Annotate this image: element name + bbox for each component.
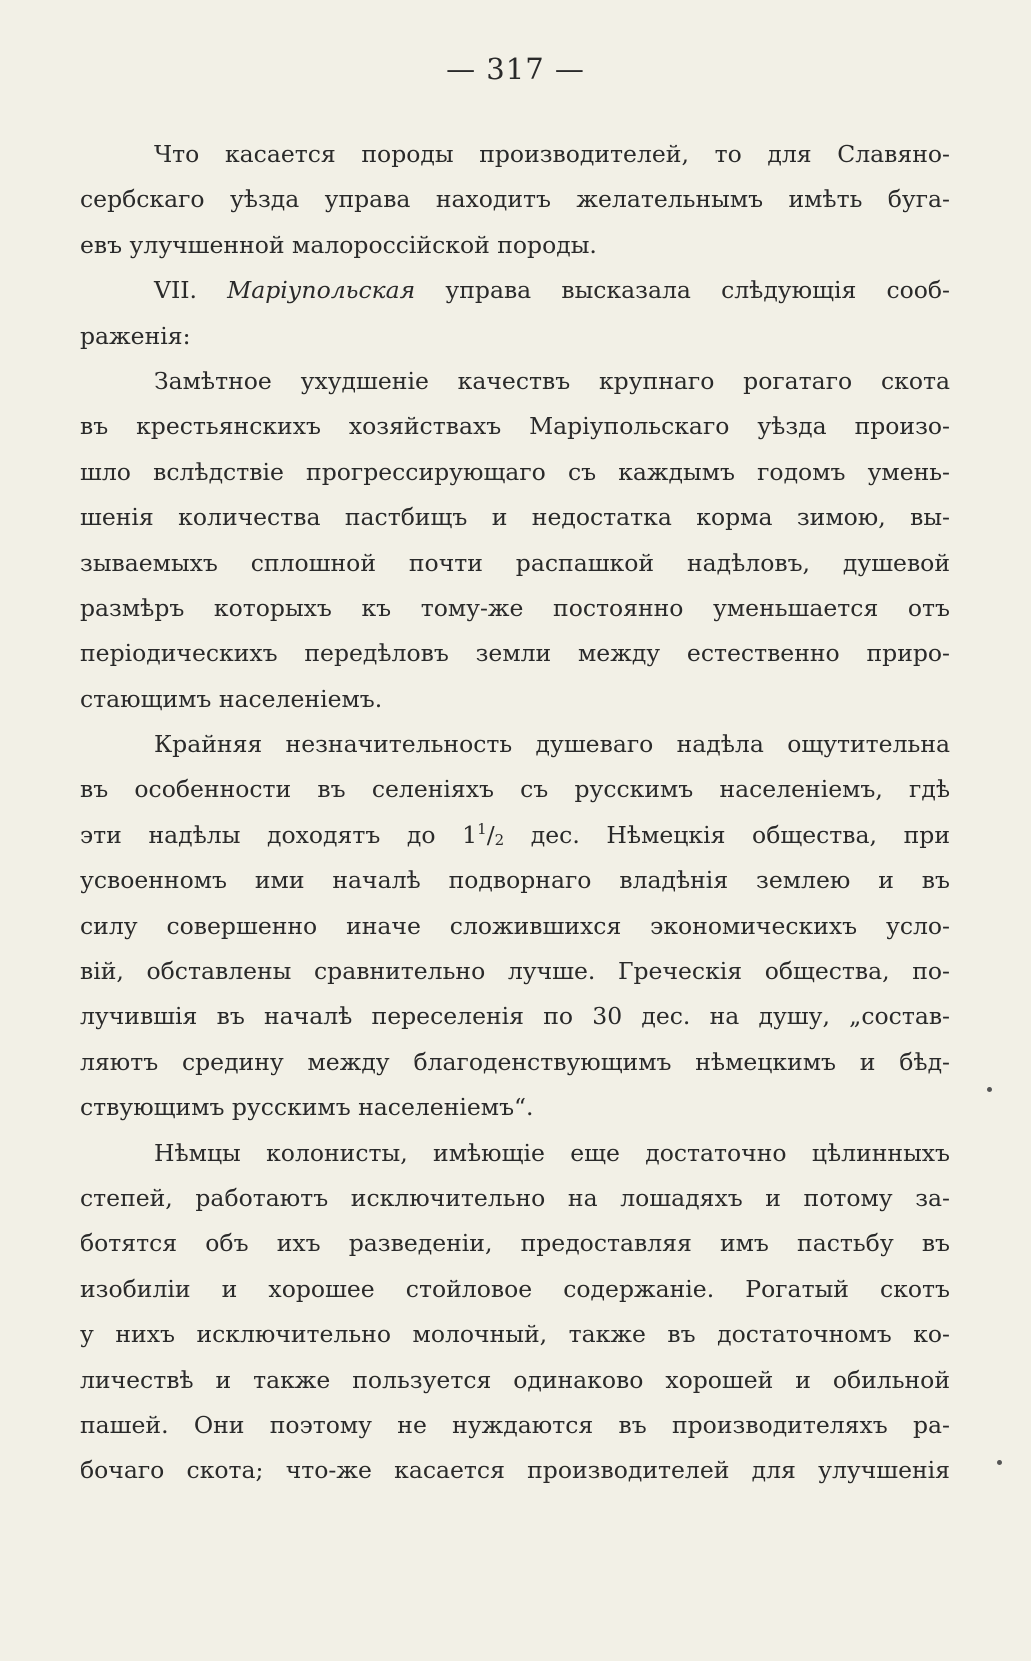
text-line: бочаго скота; что-же касается производителей для улучшенія <box>80 1456 950 1485</box>
text-line <box>80 268 950 313</box>
paper-speck <box>997 1460 1002 1465</box>
fraction-denominator: 2 <box>494 830 505 849</box>
text-line: Крайняя незначительность душеваго надѣла ощутительна <box>154 730 950 759</box>
text-line: личествѣ и также пользуется одинаково хорошей и обильной <box>80 1365 950 1394</box>
text-line: Замѣтное ухудшеніе качествъ крупнаго рогатаго скота <box>154 366 950 395</box>
text-line: зываемыхъ сплошной почти распашкой надѣловъ, душевой <box>80 548 950 577</box>
text-fragment: дес. Нѣмецкія общества, при <box>504 820 950 849</box>
text-line: размѣръ которыхъ къ тому-же постоянно уменьшается отъ <box>80 593 950 622</box>
text-line: раженія: <box>80 321 191 350</box>
text-line: Что касается породы производителей, то для Славяно- <box>154 140 950 168</box>
text-line: въ особенности въ селеніяхъ съ русскимъ населеніемъ, гдѣ <box>80 775 950 804</box>
text-fragment: управа высказала слѣдующія сооб- <box>415 276 950 305</box>
text-line: въ крестьянскихъ хозяйствахъ Маріупольскаго уѣзда произо- <box>80 412 950 441</box>
fraction-slash: / <box>486 820 495 849</box>
district-name-italic: Маріупольская <box>227 276 416 305</box>
text-line: пашей. Они поэтому не нуждаются въ производителяхъ ра- <box>80 1410 950 1439</box>
text-line: сербскаго уѣзда управа находитъ желательнымъ имѣть буга- <box>80 185 950 214</box>
body-text <box>80 132 950 1494</box>
text-line: у нихъ исключительно молочный, также въ достаточномъ ко- <box>80 1320 950 1349</box>
paper-speck <box>987 1087 992 1092</box>
text-line: степей, работаютъ исключительно на лошадяхъ и потому за- <box>80 1183 950 1212</box>
text-fragment: эти надѣлы доходятъ до 1 <box>80 820 478 849</box>
text-line: періодическихъ передѣловъ земли между естественно приро- <box>80 639 950 668</box>
text-line: ляютъ средину между благоденствующимъ нѣмецкимъ и бѣд- <box>80 1047 950 1076</box>
text-line: усвоенномъ ими началѣ подворнаго владѣнія землею и въ <box>80 866 950 895</box>
text-line: ствующимъ русскимъ населеніемъ“. <box>80 1093 534 1122</box>
text-line: ботятся объ ихъ разведеніи, предоставляя имъ пастьбу въ <box>80 1229 950 1258</box>
text-line: шенія количества пастбищъ и недостатка корма зимою, вы- <box>80 503 950 532</box>
section-numeral: VII. <box>154 276 228 305</box>
text-line: вій, обставлены сравнительно лучше. Греческія общества, по- <box>80 957 950 986</box>
text-line: евъ улучшенной малороссійской породы. <box>80 230 597 259</box>
text-line: лучившія въ началѣ переселенія по 30 дес. на душу, „состав- <box>80 1002 950 1031</box>
text-line <box>80 813 950 858</box>
fraction-one-half <box>477 821 504 849</box>
page-number: — 317 — <box>446 52 585 86</box>
text-line: Нѣмцы колонисты, имѣющіе еще достаточно цѣлинныхъ <box>154 1138 950 1167</box>
text-line: изобиліи и хорошее стойловое содержаніе. Рогатый скотъ <box>80 1274 950 1303</box>
fraction-numerator: 1 <box>477 819 487 838</box>
text-line: шло вслѣдствіе прогрессирующаго съ каждымъ годомъ умень- <box>80 457 950 486</box>
text-line: стающимъ населеніемъ. <box>80 684 383 713</box>
text-line: силу совершенно иначе сложившихся экономическихъ усло- <box>80 911 950 940</box>
